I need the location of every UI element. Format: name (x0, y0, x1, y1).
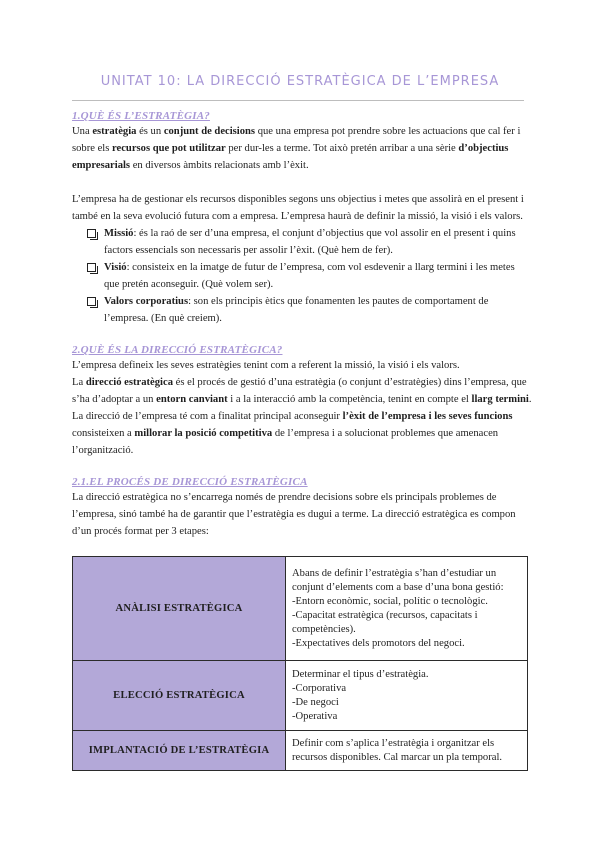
bold-term: Visió (104, 262, 127, 273)
resources-paragraph: L’empresa ha de gestionar els recursos disponibles segons uns objectius i metes que assolirà en el present i també en la seva evolució futura com a empresa. L’empresa haurà de definir la missió, la visió i els valors. (72, 194, 524, 222)
list-item-values (72, 293, 532, 327)
process-intro: La direcció estratègica no s’encarrega només de prendre decisions sobre els principals problemes de l’empresa, sinó també ha de garantir que l’estratègia es dugui a terme. La direcció estratègica es compon d’un procés format per 3 etapes: (72, 492, 516, 537)
description-line: -Expectatives dels promotors del negoci. (292, 637, 465, 649)
text-run: és un (136, 126, 164, 137)
title-divider (72, 100, 524, 101)
stage-description-cell (286, 661, 528, 731)
stage-description-cell (286, 731, 528, 771)
checkbox-bullet-icon (87, 229, 96, 238)
description-line: -Entorn econòmic, social, polític o tecnològic. (292, 595, 488, 607)
section-heading-process: 2.1.EL PROCÉS DE DIRECCIÓ ESTRATÈGICA (72, 476, 308, 488)
checkbox-bullet-icon (87, 263, 96, 272)
section-heading-strategic-direction: 2.QUÈ ÉS LA DIRECCIÓ ESTRATÈGICA? (72, 344, 283, 356)
bold-term: conjunt de decisions (163, 126, 256, 137)
description-line: -Operativa (292, 710, 338, 722)
text-run: que una empresa pot prendre sobre les actuacions que cal fer i sobre els (72, 126, 521, 154)
unit-title: UNITAT 10: LA DIRECCIÓ ESTRATÈGICA DE L’EMPRESA (100, 74, 500, 89)
text-run: de l’empresa i a solucionat problemes que amenacen l’organització. (72, 428, 499, 456)
list-item-text: : és la raó de ser d’una empresa, el conjunt d’objectius que vol assolir en el present i quins factors essencials son necessaris per assolir l’èxit. (Què hem de fer). (104, 228, 516, 256)
strategy-stages-table (72, 556, 528, 771)
checkbox-bullet-icon (87, 297, 96, 306)
text-run: Una (72, 126, 93, 137)
table-row (73, 557, 528, 661)
table-row (73, 661, 528, 731)
stage-name-cell: ANÀLISI ESTRATÈGICA (73, 557, 286, 661)
bold-term: estratègia (92, 126, 137, 137)
list-item-vision (72, 259, 532, 293)
document-body (72, 110, 532, 540)
bold-term: Valors corporatius (104, 296, 189, 307)
description-line: Definir com s’aplica l’estratègia i organitzar els recursos disponibles. Cal marcar un pla temporal. (292, 737, 503, 763)
text-run: i a la interacció amb la competència, tenint en compte el (227, 394, 472, 405)
bold-term: llarg termini (471, 394, 529, 405)
list-item-mission (72, 225, 532, 259)
strategy-definition (72, 123, 532, 174)
bold-term: entorn canviant (156, 394, 228, 405)
management-goal-paragraph (72, 408, 532, 459)
bold-term: Missió (104, 228, 134, 239)
mission-vision-values-list (72, 225, 532, 327)
strategic-direction-intro: L’empresa defineix les seves estratègies tenint com a referent la missió, la visió i els valors. (72, 360, 460, 371)
bold-term: direcció estratègica (85, 377, 173, 388)
stage-name-cell: ELECCIÓ ESTRATÈGICA (73, 661, 286, 731)
bold-term: millorar la posició competitiva (134, 428, 273, 439)
stage-description-cell (286, 557, 528, 661)
bold-term: l’èxit de l’empresa i les seves funcions (342, 411, 513, 422)
text-run: és el procés de gestió d’una estratègia (o conjunt d’estratègies) dins l’empresa, que s’ha d’adoptar a un (72, 377, 527, 405)
list-item-text: : consisteix en la imatge de futur de l’empresa, com vol esdevenir a llarg termini i les metes que pretén aconseguir. (Què volem ser). (104, 262, 515, 290)
text-run: en diversos àmbits relacionats amb l’èxit. (130, 160, 309, 171)
list-item-text: : son els principis ètics que fonamenten les pautes de comportament de l’empresa. (En què creiem). (104, 296, 489, 324)
table-row (73, 731, 528, 771)
text-run: consisteixen a (72, 428, 135, 439)
text-run: La direcció de l’empresa té com a finalitat principal aconseguir (72, 411, 343, 422)
description-line: -Corporativa (292, 682, 347, 694)
text-run: . (528, 394, 532, 405)
description-line: -Capacitat estratègica (recursos, capacitats i competències). (292, 609, 478, 635)
bold-term: d’objectius empresarials (72, 143, 509, 171)
description-line: Determinar el tipus d’estratègia. (292, 668, 429, 680)
bold-term: recursos que pot utilitzar (112, 143, 226, 154)
stage-name-cell: IMPLANTACIÓ DE L’ESTRATÈGIA (73, 731, 286, 771)
text-run: per dur-les a terme. Tot això pretén arribar a una sèrie (225, 143, 459, 154)
text-run: La (72, 377, 86, 388)
section-heading-strategy: 1.QUÈ ÉS L’ESTRATÈGIA? (72, 110, 210, 122)
description-line: -De negoci (292, 696, 339, 708)
description-line: Abans de definir l’estratègia s’han d’estudiar un conjunt d’elements com a base d’una bona gestió: (292, 567, 504, 593)
strategic-direction-definition (72, 374, 532, 408)
